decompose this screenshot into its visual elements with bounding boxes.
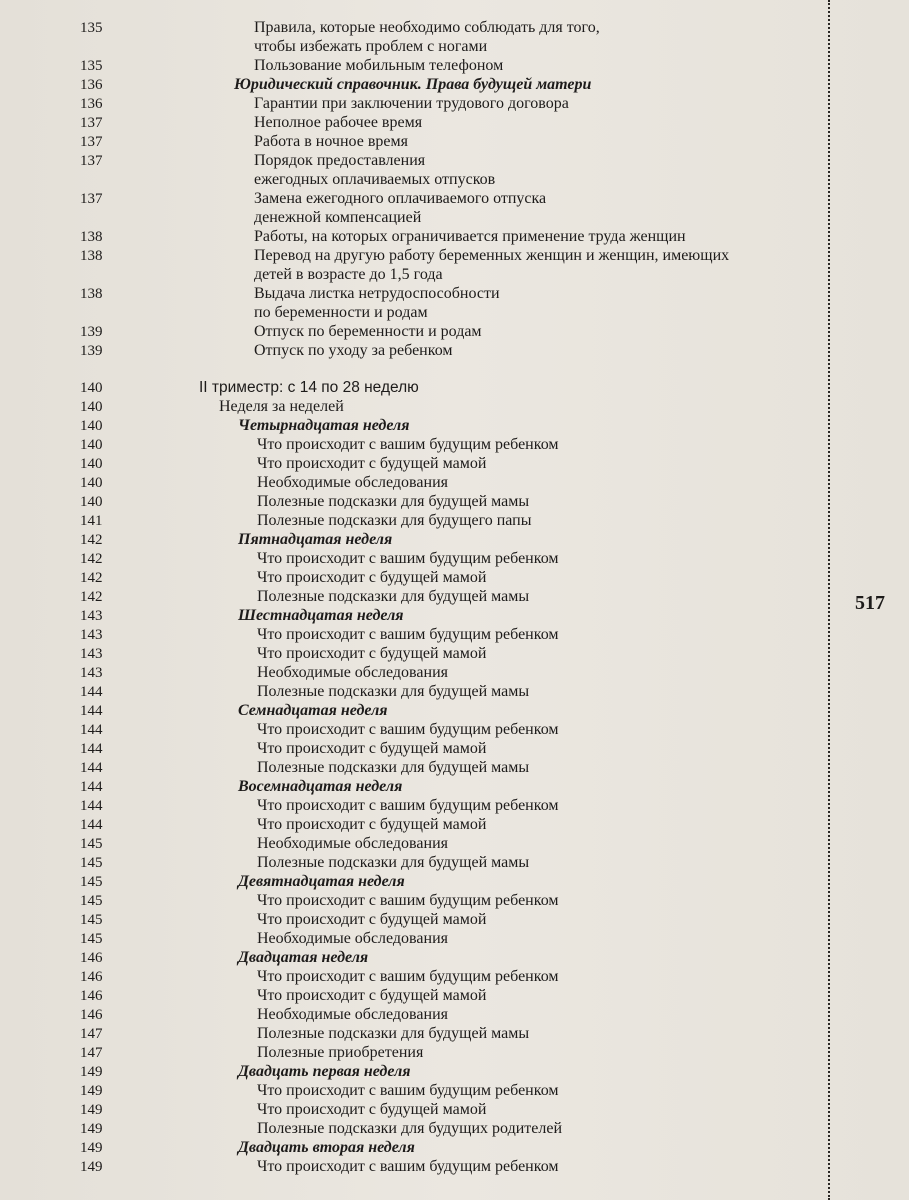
toc-entry-title: Необходимые обследования: [257, 1006, 448, 1023]
toc-entry-title: Полезные приобретения: [257, 1044, 424, 1061]
toc-entry-title: Необходимые обследования: [257, 664, 448, 681]
toc-page-ref: 144: [80, 684, 103, 700]
toc-entry-title: Полезные подсказки для будущих родителей: [257, 1120, 563, 1137]
dotted-margin-rule: [828, 0, 830, 1200]
toc-entry-title: Что происходит с вашим будущим ребенком: [257, 626, 559, 643]
toc-entry-title: Что происходит с вашим будущим ребенком: [257, 436, 559, 453]
toc-page-ref: 140: [80, 437, 103, 453]
toc-entry-title: денежной компенсацией: [254, 209, 422, 226]
toc-page-ref: 142: [80, 532, 103, 548]
toc-entry-title: Работы, на которых ограничивается применение труда женщин: [254, 228, 686, 245]
toc-page-ref: 142: [80, 570, 103, 586]
toc-entry-title: Пятнадцатая неделя: [238, 531, 393, 548]
toc-page-ref: 143: [80, 627, 103, 643]
toc-page-ref: 145: [80, 855, 103, 871]
toc-entry-title: Что происходит с будущей мамой: [257, 1101, 487, 1118]
toc-entry-title: Полезные подсказки для будущей мамы: [257, 683, 530, 700]
toc-page-ref: 149: [80, 1064, 103, 1080]
toc-entry-title: Неделя за неделей: [219, 398, 344, 415]
toc-page-ref: 145: [80, 912, 103, 928]
toc-entry-title: Пользование мобильным телефоном: [254, 57, 504, 74]
toc-page-ref: 147: [80, 1026, 103, 1042]
toc-page-ref: 135: [80, 20, 103, 36]
toc-page-ref: 146: [80, 1007, 103, 1023]
toc-page-ref: 140: [80, 380, 103, 396]
toc-entry-title: Что происходит с будущей мамой: [257, 816, 487, 833]
toc-page-ref: 137: [80, 153, 103, 169]
toc-page-ref: 138: [80, 229, 103, 245]
toc-entry-title: Необходимые обследования: [257, 474, 448, 491]
toc-entry-title: Полезные подсказки для будущего папы: [257, 512, 532, 529]
toc-entry-title: Порядок предоставления: [254, 152, 426, 169]
toc-page-ref: 145: [80, 893, 103, 909]
toc-page-ref: 138: [80, 248, 103, 264]
toc-page-ref: 140: [80, 494, 103, 510]
toc-entry-title: чтобы избежать проблем с ногами: [254, 38, 488, 55]
toc-entry-title: Что происходит с вашим будущим ребенком: [257, 550, 559, 567]
toc-entry-title: Что происходит с вашим будущим ребенком: [257, 1082, 559, 1099]
toc-page-ref: 137: [80, 191, 103, 207]
toc-page-ref: 144: [80, 703, 103, 719]
toc-page-ref: 136: [80, 77, 103, 93]
toc-entry-title: Что происходит с будущей мамой: [257, 740, 487, 757]
toc-page-ref: 144: [80, 779, 103, 795]
toc-entry-title: Двадцать вторая неделя: [238, 1139, 415, 1156]
toc-entry-title: Четырнадцатая неделя: [238, 417, 410, 434]
toc-entry-title: детей в возрасте до 1,5 года: [254, 266, 443, 283]
toc-entry-title: Правила, которые необходимо соблюдать для того,: [254, 19, 600, 36]
toc-page-ref: 141: [80, 513, 103, 529]
toc-page-ref: 146: [80, 950, 103, 966]
toc-entry-title: Полезные подсказки для будущей мамы: [257, 1025, 530, 1042]
toc-page-ref: 140: [80, 418, 103, 434]
toc-page-ref: 146: [80, 988, 103, 1004]
toc-page-ref: 149: [80, 1159, 103, 1175]
toc-entry-title: Что происходит с будущей мамой: [257, 987, 487, 1004]
toc-entry-title: Неполное рабочее время: [254, 114, 423, 131]
page-number: 517: [855, 592, 885, 614]
toc-page-ref: 149: [80, 1121, 103, 1137]
toc-entry-title: Полезные подсказки для будущей мамы: [257, 493, 530, 510]
toc-entry-title: Девятнадцатая неделя: [238, 873, 405, 890]
toc-page-ref: 137: [80, 134, 103, 150]
toc-page-ref: 143: [80, 646, 103, 662]
toc-page-ref: 142: [80, 551, 103, 567]
toc-entry-title: Гарантии при заключении трудового договора: [254, 95, 569, 112]
toc-entry-title: по беременности и родам: [254, 304, 428, 321]
toc-page-ref: 144: [80, 817, 103, 833]
toc-entry-title: Что происходит с будущей мамой: [257, 455, 487, 472]
toc-entry-title: Что происходит с будущей мамой: [257, 569, 487, 586]
toc-entry-title: Необходимые обследования: [257, 835, 448, 852]
toc-entry-title: Отпуск по уходу за ребенком: [254, 342, 453, 359]
toc-page-ref: 142: [80, 589, 103, 605]
toc-entry-title: Полезные подсказки для будущей мамы: [257, 854, 530, 871]
toc-page-ref: 139: [80, 343, 103, 359]
toc-page-ref: 149: [80, 1140, 103, 1156]
toc-entry-title: Двадцать первая неделя: [238, 1063, 411, 1080]
toc-entry-title: Что происходит с вашим будущим ребенком: [257, 797, 559, 814]
toc-page-ref: 149: [80, 1083, 103, 1099]
toc-page-ref: 144: [80, 741, 103, 757]
toc-page-ref: 145: [80, 874, 103, 890]
toc-page-ref: 144: [80, 722, 103, 738]
toc-entry-title: Что происходит с будущей мамой: [257, 911, 487, 928]
toc-entry-title: Выдача листка нетрудоспособности: [254, 285, 500, 302]
toc-entry-title: Замена ежегодного оплачиваемого отпуска: [254, 190, 547, 207]
toc-entry-title: Что происходит с вашим будущим ребенком: [257, 1158, 559, 1175]
toc-page-ref: 140: [80, 475, 103, 491]
toc-entry-title: Полезные подсказки для будущей мамы: [257, 759, 530, 776]
toc-page-ref: 140: [80, 399, 103, 415]
toc-entry-title: Семнадцатая неделя: [238, 702, 388, 719]
toc-page-ref: 145: [80, 836, 103, 852]
toc-page-ref: 144: [80, 798, 103, 814]
toc-entry-title: Восемнадцатая неделя: [238, 778, 403, 795]
toc-entry-title: Что происходит с вашим будущим ребенком: [257, 892, 559, 909]
toc-page-ref: 143: [80, 608, 103, 624]
toc-entry-title: Юридический справочник. Права будущей матери: [234, 76, 592, 93]
toc-page-ref: 139: [80, 324, 103, 340]
toc-entry-title: Необходимые обследования: [257, 930, 448, 947]
toc-entry-title: Полезные подсказки для будущей мамы: [257, 588, 530, 605]
toc-entry-title: Что происходит с вашим будущим ребенком: [257, 721, 559, 738]
toc-page-ref: 145: [80, 931, 103, 947]
toc-page-ref: 137: [80, 115, 103, 131]
toc-page-ref: 140: [80, 456, 103, 472]
toc-entry-title: Отпуск по беременности и родам: [254, 323, 482, 340]
toc-entry-title: Что происходит с будущей мамой: [257, 645, 487, 662]
toc-entry-title: Работа в ночное время: [254, 133, 408, 150]
toc-entry-title: II триместр: с 14 по 28 неделю: [199, 379, 419, 396]
toc-page-ref: 135: [80, 58, 103, 74]
toc-page-ref: 136: [80, 96, 103, 112]
toc-page-ref: 143: [80, 665, 103, 681]
toc-page-ref: 146: [80, 969, 103, 985]
toc-page-ref: 147: [80, 1045, 103, 1061]
toc-entry-title: Двадцатая неделя: [238, 949, 369, 966]
toc-entry-title: Шестнадцатая неделя: [238, 607, 404, 624]
toc-entry-title: ежегодных оплачиваемых отпусков: [254, 171, 496, 188]
toc-entry-title: Перевод на другую работу беременных женщин и женщин, имеющих: [254, 247, 730, 264]
toc-page-ref: 149: [80, 1102, 103, 1118]
toc-entry-title: Что происходит с вашим будущим ребенком: [257, 968, 559, 985]
toc-page-ref: 144: [80, 760, 103, 776]
toc-page-ref: 138: [80, 286, 103, 302]
